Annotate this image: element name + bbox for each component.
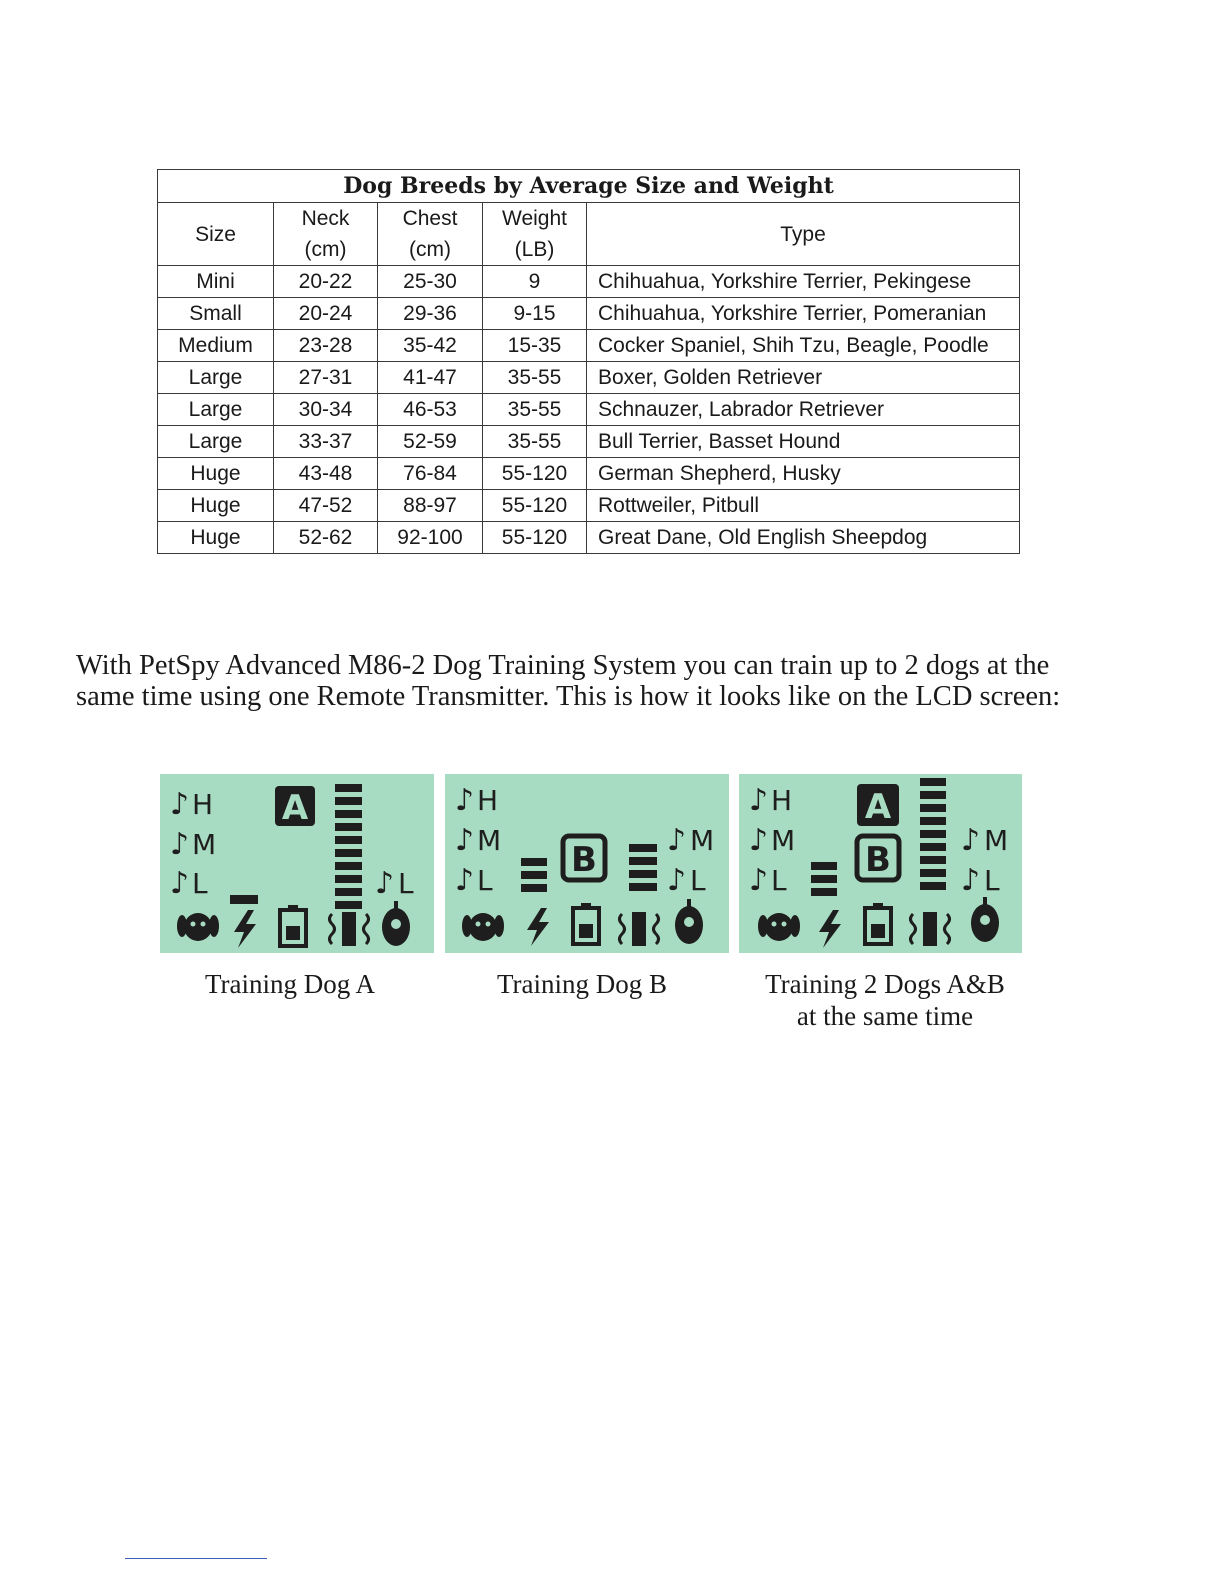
right-level-bar xyxy=(335,784,362,909)
cell-chest: 92-100 xyxy=(378,522,483,554)
lightning-icon xyxy=(234,910,256,948)
battery-icon xyxy=(280,905,306,946)
svg-text:B: B xyxy=(865,840,891,880)
table-row xyxy=(158,490,1020,522)
lcd-screen-dogs-ab xyxy=(739,774,1022,953)
music-note-icon: ♪ xyxy=(455,863,475,898)
svg-text:L: L xyxy=(192,867,208,900)
svg-text:M: M xyxy=(984,824,1009,857)
channel-a-badge xyxy=(275,786,315,828)
lcd-screen-dog-b xyxy=(445,774,729,953)
cell-weight: 15-35 xyxy=(483,330,587,362)
table-row xyxy=(158,426,1020,458)
music-note-icon: ♪ xyxy=(667,863,687,898)
cell-size: Small xyxy=(158,298,274,330)
cell-type: Great Dane, Old English Sheepdog xyxy=(587,522,1020,554)
vibration-icon xyxy=(330,912,369,946)
channel-b-badge xyxy=(857,836,899,880)
table-row xyxy=(158,330,1020,362)
svg-text:L: L xyxy=(690,864,706,897)
music-note-icon: ♪ xyxy=(375,866,395,901)
cell-type: Bull Terrier, Basset Hound xyxy=(587,426,1020,458)
cell-weight: 35-55 xyxy=(483,426,587,458)
tone-low-indicator xyxy=(170,866,208,901)
left-level-bar xyxy=(521,858,547,892)
vibration-icon xyxy=(620,912,659,946)
svg-text:L: L xyxy=(984,864,1000,897)
svg-text:M: M xyxy=(690,824,715,857)
caption-dog-a: Training Dog A xyxy=(204,969,376,999)
cell-chest: 35-42 xyxy=(378,330,483,362)
table-row xyxy=(158,298,1020,330)
tone-low-indicator-right xyxy=(375,866,414,901)
svg-text:B: B xyxy=(571,840,597,880)
battery-icon xyxy=(865,903,891,944)
cell-weight: 55-120 xyxy=(483,490,587,522)
caption-dog-b: Training Dog B xyxy=(496,969,668,999)
cell-neck: 30-34 xyxy=(274,394,378,426)
tone-medium-indicator xyxy=(170,827,216,862)
cell-weight: 35-55 xyxy=(483,362,587,394)
svg-text:A: A xyxy=(864,787,892,827)
tone-medium-indicator-right xyxy=(961,823,1008,858)
cell-chest: 52-59 xyxy=(378,426,483,458)
svg-text:H: H xyxy=(192,788,214,821)
music-note-icon: ♪ xyxy=(170,827,190,862)
table-row xyxy=(158,362,1020,394)
dog-icon xyxy=(462,913,504,941)
cell-weight: 35-55 xyxy=(483,394,587,426)
table-title: Dog Breeds by Average Size and Weight xyxy=(158,170,1020,203)
music-note-icon: ♪ xyxy=(455,783,475,818)
cell-size: Large xyxy=(158,394,274,426)
lightning-icon xyxy=(819,910,841,948)
table-row xyxy=(158,522,1020,554)
cell-chest: 88-97 xyxy=(378,490,483,522)
vibration-icon xyxy=(911,912,950,946)
svg-text:M: M xyxy=(477,824,502,857)
tone-low-indicator-right xyxy=(667,863,706,898)
right-level-bar xyxy=(629,844,657,891)
tone-medium-indicator xyxy=(749,823,795,858)
cell-type: Rottweiler, Pitbull xyxy=(587,490,1020,522)
cell-neck: 52-62 xyxy=(274,522,378,554)
lightning-icon xyxy=(527,908,549,946)
svg-text:M: M xyxy=(192,828,217,861)
collar-receiver-icon xyxy=(382,901,410,946)
tone-low-indicator xyxy=(749,863,787,898)
music-note-icon: ♪ xyxy=(961,863,981,898)
cell-size: Large xyxy=(158,362,274,394)
cell-neck: 20-24 xyxy=(274,298,378,330)
cell-type: Schnauzer, Labrador Retriever xyxy=(587,394,1020,426)
cell-chest: 25-30 xyxy=(378,266,483,298)
tone-high-indicator xyxy=(170,787,213,822)
cell-neck: 20-22 xyxy=(274,266,378,298)
cell-weight: 55-120 xyxy=(483,458,587,490)
header-size: Size xyxy=(158,203,274,266)
cell-type: Cocker Spaniel, Shih Tzu, Beagle, Poodle xyxy=(587,330,1020,362)
collar-receiver-icon xyxy=(971,897,999,942)
tone-high-indicator xyxy=(455,783,498,818)
cell-neck: 43-48 xyxy=(274,458,378,490)
tone-medium-indicator xyxy=(455,823,501,858)
svg-text:H: H xyxy=(771,784,793,817)
svg-text:A: A xyxy=(281,788,309,828)
cell-type: Boxer, Golden Retriever xyxy=(587,362,1020,394)
music-note-icon: ♪ xyxy=(749,863,769,898)
cell-type: Chihuahua, Yorkshire Terrier, Pomeranian xyxy=(587,298,1020,330)
cell-neck: 23-28 xyxy=(274,330,378,362)
lcd-screen-dog-a xyxy=(160,774,434,953)
intro-paragraph xyxy=(76,650,1176,712)
left-level-bar xyxy=(230,895,258,904)
cell-neck: 47-52 xyxy=(274,490,378,522)
cell-size: Large xyxy=(158,426,274,458)
svg-text:L: L xyxy=(398,867,414,900)
right-level-bar xyxy=(920,778,946,890)
music-note-icon: ♪ xyxy=(455,823,475,858)
music-note-icon: ♪ xyxy=(749,783,769,818)
cell-size: Huge xyxy=(158,522,274,554)
cell-chest: 46-53 xyxy=(378,394,483,426)
cell-chest: 41-47 xyxy=(378,362,483,394)
cell-weight: 55-120 xyxy=(483,522,587,554)
tone-low-indicator-right xyxy=(961,863,1000,898)
tone-high-indicator xyxy=(749,783,792,818)
dog-icon xyxy=(758,913,800,941)
cell-size: Huge xyxy=(158,490,274,522)
caption-dogs-ab-line-1: Training 2 Dogs A&B xyxy=(765,969,1005,999)
header-type: Type xyxy=(587,203,1020,266)
caption-dogs-ab-line-2: at the same time xyxy=(796,1001,974,1031)
cell-size: Medium xyxy=(158,330,274,362)
footnote-separator xyxy=(125,1558,267,1559)
svg-text:L: L xyxy=(477,864,493,897)
dog-icon xyxy=(177,913,219,941)
table-row xyxy=(158,394,1020,426)
music-note-icon: ♪ xyxy=(170,787,190,822)
channel-a-badge xyxy=(857,784,899,827)
cell-chest: 29-36 xyxy=(378,298,483,330)
header-weight: Weight (LB) xyxy=(483,203,587,266)
cell-size: Huge xyxy=(158,458,274,490)
table-row xyxy=(158,458,1020,490)
cell-type: German Shepherd, Husky xyxy=(587,458,1020,490)
header-chest: Chest (cm) xyxy=(378,203,483,266)
caption-dogs-ab xyxy=(740,968,1030,1032)
left-level-bar xyxy=(811,862,837,896)
cell-type: Chihuahua, Yorkshire Terrier, Pekingese xyxy=(587,266,1020,298)
music-note-icon: ♪ xyxy=(749,823,769,858)
cell-size: Mini xyxy=(158,266,274,298)
tone-medium-indicator-right xyxy=(667,823,714,858)
cell-weight: 9 xyxy=(483,266,587,298)
table-row xyxy=(158,266,1020,298)
header-neck: Neck (cm) xyxy=(274,203,378,266)
tone-low-indicator xyxy=(455,863,493,898)
svg-text:H: H xyxy=(477,784,499,817)
cell-neck: 33-37 xyxy=(274,426,378,458)
breed-size-table xyxy=(157,169,1020,554)
cell-weight: 9-15 xyxy=(483,298,587,330)
battery-icon xyxy=(573,903,599,944)
channel-b-badge xyxy=(563,836,605,880)
svg-text:L: L xyxy=(771,864,787,897)
music-note-icon: ♪ xyxy=(961,823,981,858)
cell-neck: 27-31 xyxy=(274,362,378,394)
music-note-icon: ♪ xyxy=(667,823,687,858)
cell-chest: 76-84 xyxy=(378,458,483,490)
svg-text:M: M xyxy=(771,824,796,857)
intro-line-1: With PetSpy Advanced M86-2 Dog Training System you can train up to 2 dogs at the xyxy=(76,650,1050,681)
music-note-icon: ♪ xyxy=(170,866,190,901)
intro-line-2: same time using one Remote Transmitter. This is how it looks like on the LCD screen: xyxy=(76,681,1061,712)
collar-receiver-icon xyxy=(675,899,703,944)
